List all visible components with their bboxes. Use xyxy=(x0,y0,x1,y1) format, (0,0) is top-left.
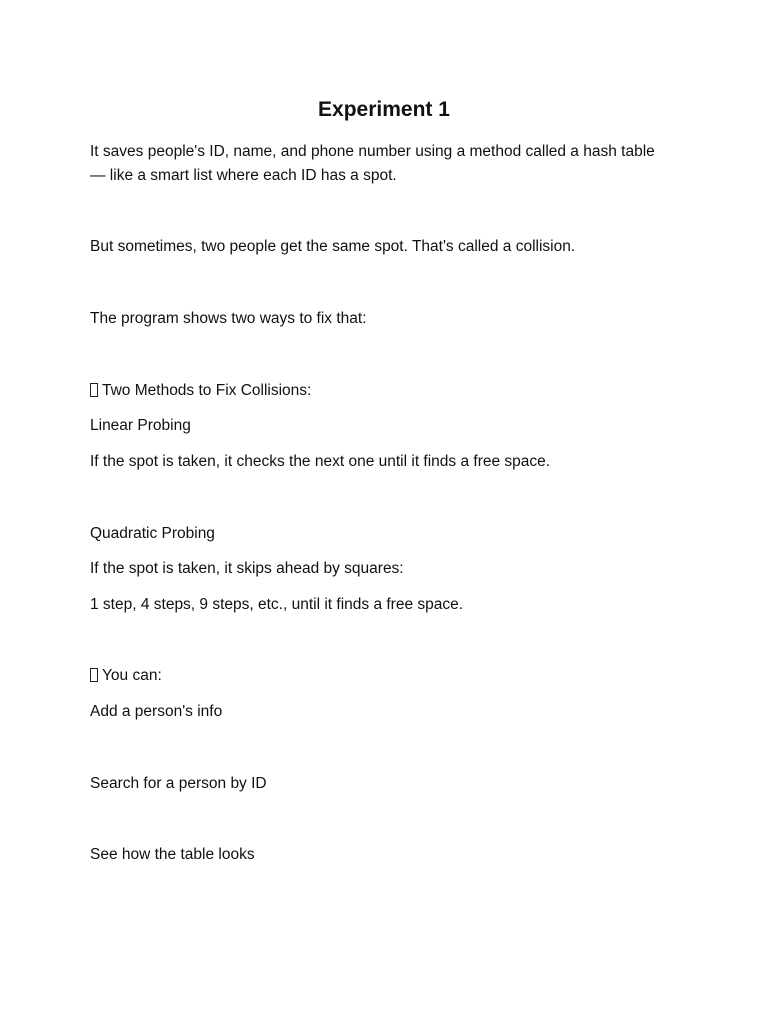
linear-probing-name: Linear Probing xyxy=(90,417,191,434)
action-item-add: Add a person's info xyxy=(90,703,223,720)
missing-glyph-icon xyxy=(90,668,98,682)
missing-glyph-icon xyxy=(90,383,98,397)
action-item-see-table: See how the table looks xyxy=(90,846,255,863)
quadratic-probing-description-1: If the spot is taken, it skips ahead by squares: xyxy=(90,560,404,577)
intro-line-1: It saves people's ID, name, and phone number using a method called a hash table xyxy=(90,143,655,160)
quadratic-probing-description-2: 1 step, 4 steps, 9 steps, etc., until it finds a free space. xyxy=(90,596,464,613)
action-item-search: Search for a person by ID xyxy=(90,775,267,792)
program-shows-paragraph: The program shows two ways to fix that: xyxy=(90,310,367,327)
linear-probing-description: If the spot is taken, it checks the next one until it finds a free space. xyxy=(90,453,551,470)
you-can-heading xyxy=(90,664,690,688)
page-title: Experiment 1 xyxy=(318,98,450,121)
quadratic-probing-name: Quadratic Probing xyxy=(90,525,215,542)
intro-line-2: — like a smart list where each ID has a spot. xyxy=(90,167,397,184)
methods-heading-text: Two Methods to Fix Collisions: xyxy=(102,382,312,399)
you-can-heading-text: You can: xyxy=(102,667,162,684)
collision-paragraph: But sometimes, two people get the same spot. That's called a collision. xyxy=(90,238,576,255)
methods-heading xyxy=(90,379,690,403)
